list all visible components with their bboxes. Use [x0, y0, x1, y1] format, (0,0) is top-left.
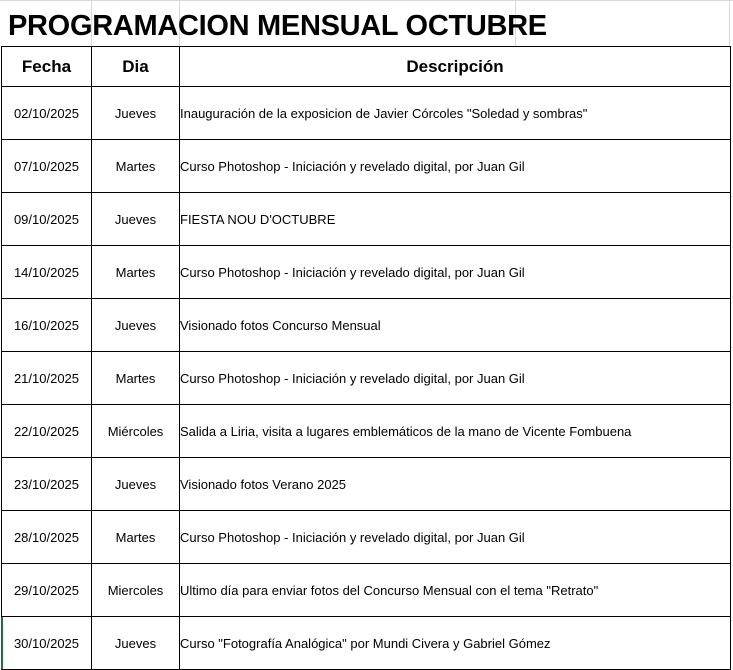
day-cell[interactable]: Jueves	[92, 617, 180, 670]
description-cell[interactable]: Visionado fotos Verano 2025	[180, 458, 731, 511]
day-cell[interactable]: Jueves	[92, 193, 180, 246]
schedule-table	[1, 46, 731, 670]
description-cell[interactable]: Curso Photoshop - Iniciación y revelado digital, por Juan Gil	[180, 352, 731, 405]
day-cell[interactable]: Martes	[92, 140, 180, 193]
date-cell[interactable]: 28/10/2025	[2, 511, 92, 564]
table-row	[2, 511, 731, 564]
header-cell-dia[interactable]: Dia	[92, 47, 180, 87]
table-row	[2, 405, 731, 458]
description-cell[interactable]: Inauguración de la exposicion de Javier Córcoles "Soledad y sombras"	[180, 87, 731, 140]
description-cell[interactable]: Curso Photoshop - Iniciación y revelado digital, por Juan Gil	[180, 246, 731, 299]
day-cell[interactable]: Miércoles	[92, 405, 180, 458]
table-row	[2, 87, 731, 140]
table-row	[2, 193, 731, 246]
header-cell-descripcion[interactable]: Descripción	[180, 47, 731, 87]
table-row	[2, 458, 731, 511]
date-cell[interactable]: 02/10/2025	[2, 87, 92, 140]
date-cell[interactable]: 09/10/2025	[2, 193, 92, 246]
date-cell[interactable]: 22/10/2025	[2, 405, 92, 458]
date-cell[interactable]: 30/10/2025	[2, 617, 92, 670]
selected-cell-indicator	[1, 617, 3, 669]
date-cell[interactable]: 23/10/2025	[2, 458, 92, 511]
day-cell[interactable]: Martes	[92, 352, 180, 405]
day-cell[interactable]: Jueves	[92, 87, 180, 140]
description-cell[interactable]: Ultimo día para enviar fotos del Concurso Mensual con el tema "Retrato"	[180, 564, 731, 617]
date-cell[interactable]: 14/10/2025	[2, 246, 92, 299]
description-cell[interactable]: Curso "Fotografía Analógica" por Mundi Civera y Gabriel Gómez	[180, 617, 731, 670]
sheet-gridline-top	[0, 0, 733, 1]
description-cell[interactable]: Curso Photoshop - Iniciación y revelado digital, por Juan Gil	[180, 140, 731, 193]
date-cell[interactable]: 16/10/2025	[2, 299, 92, 352]
day-cell[interactable]: Miercoles	[92, 564, 180, 617]
sheet-gridline	[729, 0, 730, 46]
date-cell[interactable]: 21/10/2025	[2, 352, 92, 405]
description-cell[interactable]: Curso Photoshop - Iniciación y revelado digital, por Juan Gil	[180, 511, 731, 564]
day-cell[interactable]: Martes	[92, 511, 180, 564]
date-cell[interactable]: 07/10/2025	[2, 140, 92, 193]
table-row	[2, 352, 731, 405]
description-cell[interactable]: Salida a Liria, visita a lugares emblemáticos de la mano de Vicente Fombuena	[180, 405, 731, 458]
table-row	[2, 617, 731, 670]
day-cell[interactable]: Jueves	[92, 458, 180, 511]
day-cell[interactable]: Jueves	[92, 299, 180, 352]
table-row	[2, 246, 731, 299]
header-row	[2, 47, 731, 87]
description-cell[interactable]: FIESTA NOU D'OCTUBRE	[180, 193, 731, 246]
table-row	[2, 299, 731, 352]
date-cell[interactable]: 29/10/2025	[2, 564, 92, 617]
table-row	[2, 140, 731, 193]
table-row	[2, 564, 731, 617]
day-cell[interactable]: Martes	[92, 246, 180, 299]
header-cell-fecha[interactable]: Fecha	[2, 47, 92, 87]
description-cell[interactable]: Visionado fotos Concurso Mensual	[180, 299, 731, 352]
sheet-title[interactable]: PROGRAMACION MENSUAL OCTUBRE	[8, 10, 547, 42]
